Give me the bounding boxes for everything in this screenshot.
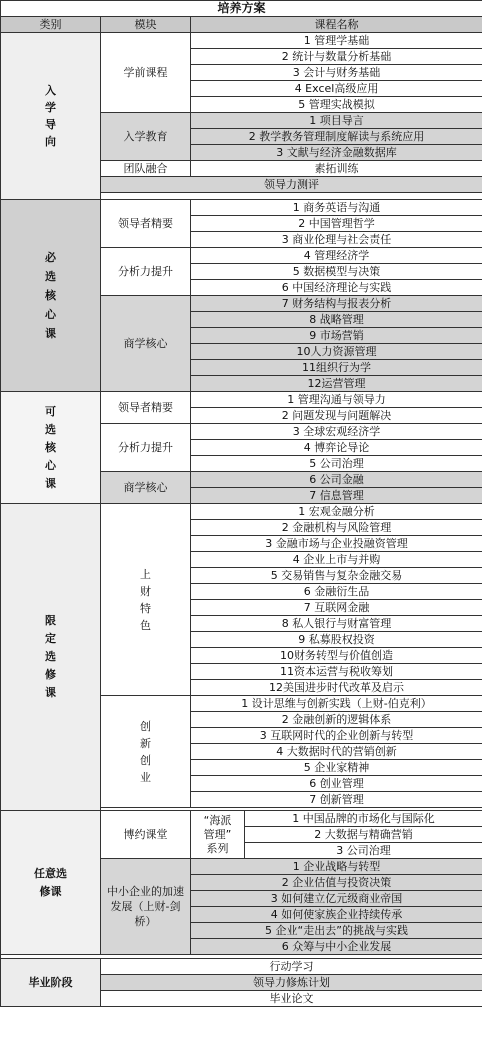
course-row: 3 商业伦理与社会责任 (191, 232, 482, 248)
course-row: 行动学习 (101, 959, 482, 975)
module-haipai-series-label: “海派 管理” 系列 (203, 813, 232, 855)
course-row: 11资本运营与税收筹划 (191, 664, 482, 680)
category-graduation: 毕业阶段 (1, 959, 101, 1007)
category-free-elective (1, 811, 101, 955)
course-row: 4 管理经济学 (191, 248, 482, 264)
course-row: 1 管理沟通与领导力 (191, 392, 482, 408)
course-row: 3 公司治理 (245, 843, 482, 859)
course-row: 毕业论文 (101, 991, 482, 1007)
category-orientation-label: 入 学 导 向 (45, 84, 56, 148)
course-row: 7 信息管理 (191, 488, 482, 504)
course-row: 1 设计思维与创新实践（上财-伯克利） (191, 696, 482, 712)
course-row: 5 交易销售与复杂金融交易 (191, 568, 482, 584)
course-row: 8 战略管理 (191, 312, 482, 328)
module-leadership: 领导者精要 (101, 200, 191, 248)
module-analysis: 分析力提升 (101, 248, 191, 296)
course-row: 4 如何使家族企业持续传承 (191, 907, 482, 923)
course-row: 2 教学教务管理制度解读与系统应用 (191, 129, 482, 145)
module-prerequisite: 学前课程 (101, 33, 191, 113)
category-free-elective-label: 任意选 修课 (34, 866, 67, 898)
module-innovation-label: 创 新 创 业 (140, 719, 151, 784)
module-sme-growth-label: 中小企业的加速发展（上财-剑桥） (107, 885, 184, 928)
course-row: 1 管理学基础 (191, 33, 482, 49)
course-row: 10财务转型与价值创造 (191, 648, 482, 664)
course-row: 12运营管理 (191, 376, 482, 392)
course-row: 1 项目导言 (191, 113, 482, 129)
category-elective-core-label: 可 选 核 心 课 (45, 404, 56, 490)
course-row: 2 大数据与精确营销 (245, 827, 482, 843)
course-row: 2 金融创新的逻辑体系 (191, 712, 482, 728)
course-row: 1 商务英语与沟通 (191, 200, 482, 216)
course-row: 4 Excel高级应用 (191, 81, 482, 97)
course-row: 3 互联网时代的企业创新与转型 (191, 728, 482, 744)
category-orientation (1, 33, 101, 200)
course-row: 领导力修炼计划 (101, 975, 482, 991)
course-row: 3 会计与财务基础 (191, 65, 482, 81)
course-row: 2 中国管理哲学 (191, 216, 482, 232)
course-row: 3 文献与经济金融数据库 (191, 145, 482, 161)
course-row: 1 中国品牌的市场化与国际化 (245, 811, 482, 827)
course-row: 9 市场营销 (191, 328, 482, 344)
module-business-core: 商学核心 (101, 472, 191, 504)
module-boyue: 博约课堂 (101, 811, 191, 859)
course-row: 素拓训练 (191, 161, 482, 177)
module-sme-growth (101, 859, 191, 955)
category-required-core (1, 200, 101, 392)
category-elective-core (1, 392, 101, 504)
course-row: 6 金融衍生品 (191, 584, 482, 600)
header-category: 类别 (1, 17, 101, 33)
course-row: 3 金融市场与企业投融资管理 (191, 536, 482, 552)
course-row: 1 企业战略与转型 (191, 859, 482, 875)
module-analysis: 分析力提升 (101, 424, 191, 472)
course-row: 4 大数据时代的营销创新 (191, 744, 482, 760)
course-row: 10人力资源管理 (191, 344, 482, 360)
table-title: 培养方案 (1, 1, 482, 17)
course-row: 5 企业“走出去”的挑战与实践 (191, 923, 482, 939)
course-row: 5 管理实战模拟 (191, 97, 482, 113)
module-leadership: 领导者精要 (101, 392, 191, 424)
module-business-core: 商学核心 (101, 296, 191, 392)
module-haipai-series (191, 811, 245, 859)
course-row: 2 金融机构与风险管理 (191, 520, 482, 536)
course-row: 5 企业家精神 (191, 760, 482, 776)
module-sufe-feature (101, 504, 191, 696)
course-row: 5 数据模型与决策 (191, 264, 482, 280)
module-enrollment: 入学教育 (101, 113, 191, 161)
course-row: 2 统计与数量分析基础 (191, 49, 482, 65)
course-row: 7 创新管理 (191, 792, 482, 808)
header-course: 课程名称 (191, 17, 482, 33)
category-restricted-elective-label: 限 定 选 修 课 (45, 614, 56, 699)
course-row: 6 创业管理 (191, 776, 482, 792)
spacer-row (101, 193, 482, 200)
course-row: 6 中国经济理论与实践 (191, 280, 482, 296)
module-team: 团队融合 (101, 161, 191, 177)
course-row: 12美国进步时代改革及启示 (191, 680, 482, 696)
course-row: 2 企业估值与投资决策 (191, 875, 482, 891)
course-row: 7 互联网金融 (191, 600, 482, 616)
course-row: 11组织行为学 (191, 360, 482, 376)
module-innovation (101, 696, 191, 808)
course-row: 8 私人银行与财富管理 (191, 616, 482, 632)
module-sufe-feature-label: 上 财 特 色 (140, 567, 151, 632)
course-row: 6 众筹与中小企业发展 (191, 939, 482, 955)
course-row: 4 企业上市与并购 (191, 552, 482, 568)
category-restricted-elective (1, 504, 101, 811)
course-row: 领导力测评 (101, 177, 482, 193)
course-row: 3 全球宏观经济学 (191, 424, 482, 440)
course-row: 9 私募股权投资 (191, 632, 482, 648)
course-row: 4 博弈论导论 (191, 440, 482, 456)
course-row: 6 公司金融 (191, 472, 482, 488)
course-row: 2 问题发现与问题解决 (191, 408, 482, 424)
course-row: 1 宏观金融分析 (191, 504, 482, 520)
course-row: 7 财务结构与报表分析 (191, 296, 482, 312)
course-row: 3 如何建立亿元级商业帝国 (191, 891, 482, 907)
course-row: 5 公司治理 (191, 456, 482, 472)
header-module: 模块 (101, 17, 191, 33)
category-required-core-label: 必 选 核 心 课 (45, 251, 56, 340)
